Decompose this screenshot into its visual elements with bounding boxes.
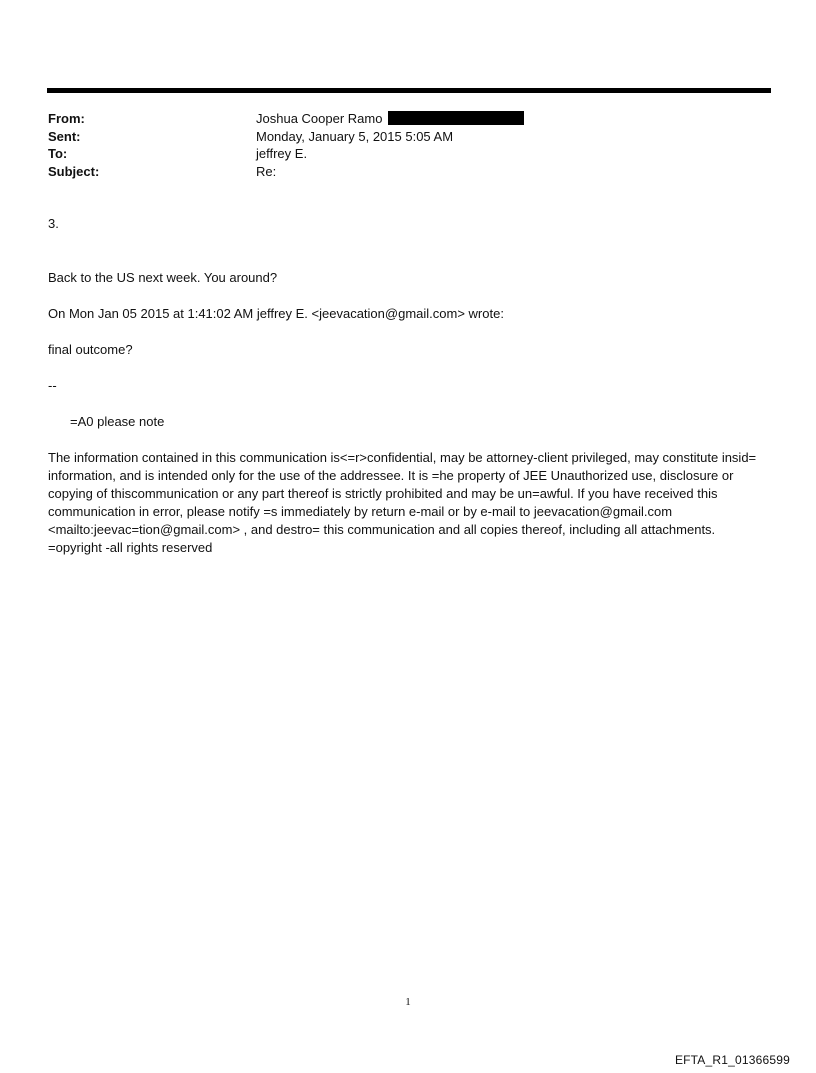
to-label: To: <box>48 146 68 161</box>
sent-label: Sent: <box>48 128 81 144</box>
subject-row <box>48 163 524 181</box>
redaction-box <box>388 111 524 125</box>
sent-value: Monday, January 5, 2015 5:05 AM <box>256 128 454 144</box>
from-name: Joshua Cooper Ramo <box>256 111 383 126</box>
to-row <box>48 145 524 163</box>
subject-value: Re: <box>256 163 277 179</box>
disclaimer-text: The information contained in this communication is<=r>confidential, may be attorney-client privileged, may constitute insid= information, and is intended only for the use of the addressee. It is =he property of JEE Unauthorized use, disclosure or copying of thiscommunication or any part thereof is strictly prohibited and may be un=awful. If you have received this communication in error, please notify =s immediately by return e-mail or by e-mail to jeevacation@gmail.com <mailto:jeevac=tion@gmail.com> , and destro= this communication and all copies thereof, including all attachments. =opyright -all rights reserved <box>48 450 757 555</box>
quoted-text: final outcome? <box>48 342 133 357</box>
from-value <box>256 110 524 128</box>
email-header <box>48 110 524 180</box>
from-row <box>48 110 524 128</box>
to-value: jeffrey E. <box>256 146 308 161</box>
page-number: 1 <box>405 996 411 1008</box>
quote-attribution: On Mon Jan 05 2015 at 1:41:02 AM jeffrey E. <jeevacation@gmail.com> wrote: <box>48 306 504 321</box>
email-body <box>48 215 772 557</box>
signature-separator: -- <box>48 378 57 393</box>
document-id: EFTA_R1_01366599 <box>674 1053 790 1067</box>
please-note: =A0 please note <box>70 414 165 429</box>
header-rule <box>47 88 771 93</box>
sent-row <box>48 128 524 146</box>
subject-label: Subject: <box>48 163 100 179</box>
reply-text: Back to the US next week. You around? <box>48 270 278 285</box>
from-label: From: <box>48 111 85 126</box>
line-number: 3. <box>48 216 59 231</box>
